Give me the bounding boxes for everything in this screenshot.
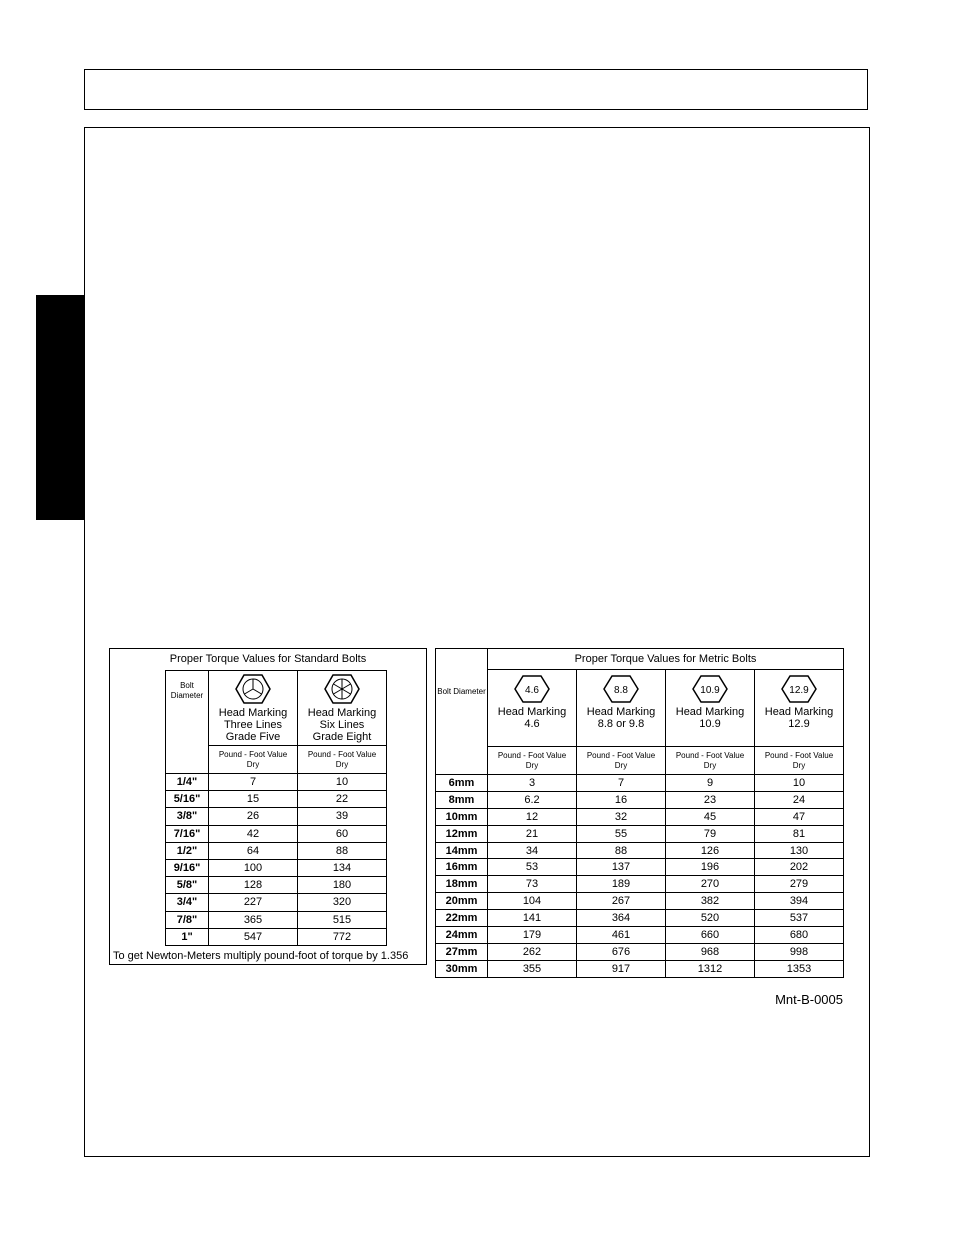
torque-value-cell: 12 (488, 808, 577, 825)
torque-value-cell: 7 (209, 774, 298, 791)
torque-value-cell: 461 (577, 927, 666, 944)
metric-table-row (436, 943, 844, 960)
standard-table-row (166, 842, 387, 859)
torque-value-cell: 515 (298, 911, 387, 928)
hex-4-6-icon (514, 674, 550, 704)
torque-value-cell: 23 (666, 791, 755, 808)
torque-value-cell: 21 (488, 825, 577, 842)
bolt-size-cell: 16mm (436, 859, 488, 876)
torque-value-cell: 100 (209, 859, 298, 876)
torque-value-cell: 3 (488, 775, 577, 792)
torque-value-cell: 279 (755, 876, 844, 893)
torque-value-cell: 104 (488, 893, 577, 910)
bolt-size-cell: 27mm (436, 943, 488, 960)
torque-value-cell: 64 (209, 842, 298, 859)
bolt-size-cell: 24mm (436, 927, 488, 944)
hex-12-9-label: 12.9 (789, 685, 809, 696)
grade-five-marking-line1: Head Marking (218, 707, 288, 719)
metric-grade-4-6-unit-line1: Pound - Foot Value (497, 750, 567, 760)
torque-value-cell: 88 (577, 842, 666, 859)
grade-eight-header (298, 671, 387, 746)
standard-table-row (166, 791, 387, 808)
metric-grade-4-6-unit-line2: Dry (525, 760, 539, 770)
metric-table-row (436, 960, 844, 977)
torque-value-cell: 130 (755, 842, 844, 859)
standard-table-row (166, 774, 387, 791)
torque-value-cell: 16 (577, 791, 666, 808)
hex-12-9-icon (781, 674, 817, 704)
bolt-size-cell: 1/2" (166, 842, 209, 859)
torque-value-cell: 141 (488, 910, 577, 927)
page-header-box (84, 69, 868, 110)
bolt-size-cell: 7/8" (166, 911, 209, 928)
metric-table-body (436, 775, 844, 978)
standard-torque-table-frame (109, 648, 427, 965)
standard-table-row (166, 911, 387, 928)
hex-three-lines-icon (235, 673, 271, 705)
torque-value-cell: 73 (488, 876, 577, 893)
bolt-size-cell: 14mm (436, 842, 488, 859)
metric-grade-12-9-unit-line1: Pound - Foot Value (764, 750, 834, 760)
torque-value-cell: 998 (755, 943, 844, 960)
section-side-tab (36, 295, 84, 520)
torque-value-cell: 88 (298, 842, 387, 859)
bolt-size-cell: 3/4" (166, 894, 209, 911)
metric-grade-12-9-unit (755, 747, 844, 775)
metric-grade-8-8-line2: 8.8 or 9.8 (597, 718, 645, 730)
torque-value-cell: 394 (755, 893, 844, 910)
metric-table-row (436, 876, 844, 893)
torque-value-cell: 137 (577, 859, 666, 876)
torque-value-cell: 15 (209, 791, 298, 808)
metric-table-row (436, 808, 844, 825)
torque-value-cell: 32 (577, 808, 666, 825)
hex-8-8-icon (603, 674, 639, 704)
grade-eight-unit (298, 746, 387, 774)
bolt-size-cell: 18mm (436, 876, 488, 893)
bolt-size-cell: 10mm (436, 808, 488, 825)
torque-value-cell: 355 (488, 960, 577, 977)
torque-value-cell: 45 (666, 808, 755, 825)
standard-table-row (166, 877, 387, 894)
grade-eight-marking-line1: Head Marking (307, 707, 377, 719)
metric-table-row (436, 825, 844, 842)
bolt-size-cell: 5/8" (166, 877, 209, 894)
hex-six-lines-icon (324, 673, 360, 705)
torque-value-cell: 676 (577, 943, 666, 960)
metric-table-row (436, 893, 844, 910)
grade-eight-marking-line2: Six Lines (319, 719, 365, 731)
torque-value-cell: 53 (488, 859, 577, 876)
metric-grade-12-9-unit-line2: Dry (792, 760, 806, 770)
metric-grade-10-9-unit (666, 747, 755, 775)
metric-grade-12-9-line1: Head Marking (764, 706, 834, 718)
standard-table-body (166, 774, 387, 946)
metric-table-row (436, 859, 844, 876)
torque-value-cell: 60 (298, 825, 387, 842)
metric-grade-4-6-line1: Head Marking (497, 706, 567, 718)
metric-grade-12-9-header (755, 670, 844, 747)
grade-eight-unit-line2: Dry (335, 759, 349, 769)
torque-value-cell: 42 (209, 825, 298, 842)
metric-table-row (436, 842, 844, 859)
standard-table-row (166, 894, 387, 911)
metric-grade-4-6-line2: 4.6 (524, 718, 540, 730)
torque-value-cell: 537 (755, 910, 844, 927)
metric-grade-4-6-unit (488, 747, 577, 775)
torque-value-cell: 382 (666, 893, 755, 910)
hex-8-8-label: 8.8 (614, 685, 628, 696)
torque-value-cell: 202 (755, 859, 844, 876)
torque-value-cell: 126 (666, 842, 755, 859)
metric-bolt-diameter-header (436, 649, 488, 775)
torque-value-cell: 7 (577, 775, 666, 792)
torque-value-cell: 128 (209, 877, 298, 894)
metric-grade-10-9-unit-line2: Dry (703, 760, 717, 770)
torque-value-cell: 1353 (755, 960, 844, 977)
torque-value-cell: 772 (298, 928, 387, 945)
torque-value-cell: 10 (298, 774, 387, 791)
grade-five-header (209, 671, 298, 746)
bolt-size-cell: 1" (166, 928, 209, 945)
torque-value-cell: 180 (298, 877, 387, 894)
torque-value-cell: 968 (666, 943, 755, 960)
grade-five-marking-line2: Three Lines (223, 719, 283, 731)
metric-torque-table (435, 648, 844, 978)
standard-table-row (166, 808, 387, 825)
grade-eight-unit-line1: Pound - Foot Value (307, 749, 377, 759)
grade-five-marking-line3: Grade Five (225, 731, 281, 743)
torque-value-cell: 270 (666, 876, 755, 893)
metric-grade-8-8-unit-line2: Dry (614, 760, 628, 770)
bolt-diameter-header (166, 671, 209, 774)
grade-five-unit (209, 746, 298, 774)
torque-value-cell: 47 (755, 808, 844, 825)
torque-value-cell: 179 (488, 927, 577, 944)
metric-table-row (436, 791, 844, 808)
metric-bolt-diameter-label: Bolt Diameter (437, 687, 486, 696)
torque-value-cell: 22 (298, 791, 387, 808)
torque-value-cell: 1312 (666, 960, 755, 977)
torque-value-cell: 24 (755, 791, 844, 808)
hex-4-6-label: 4.6 (525, 685, 539, 696)
metric-grade-10-9-unit-line1: Pound - Foot Value (675, 750, 745, 760)
metric-table-row (436, 775, 844, 792)
hex-10-9-label: 10.9 (700, 685, 720, 696)
bolt-size-cell: 20mm (436, 893, 488, 910)
bolt-size-cell: 8mm (436, 791, 488, 808)
torque-value-cell: 6.2 (488, 791, 577, 808)
bolt-size-cell: 1/4" (166, 774, 209, 791)
metric-grade-10-9-header (666, 670, 755, 747)
torque-value-cell: 81 (755, 825, 844, 842)
torque-value-cell: 39 (298, 808, 387, 825)
metric-grade-8-8-unit (577, 747, 666, 775)
figure-code: Mnt-B-0005 (775, 992, 843, 1007)
torque-value-cell: 320 (298, 894, 387, 911)
torque-value-cell: 262 (488, 943, 577, 960)
metric-grade-10-9-line2: 10.9 (699, 718, 721, 730)
torque-value-cell: 55 (577, 825, 666, 842)
hex-10-9-icon (692, 674, 728, 704)
torque-value-cell: 189 (577, 876, 666, 893)
bolt-diameter-label: Bolt Diameter (170, 681, 204, 700)
bolt-size-cell: 30mm (436, 960, 488, 977)
metric-grade-8-8-header (577, 670, 666, 747)
torque-value-cell: 520 (666, 910, 755, 927)
bolt-size-cell: 22mm (436, 910, 488, 927)
torque-value-cell: 79 (666, 825, 755, 842)
torque-value-cell: 227 (209, 894, 298, 911)
standard-table-row (166, 859, 387, 876)
metric-grade-8-8-unit-line1: Pound - Foot Value (586, 750, 656, 760)
torque-value-cell: 547 (209, 928, 298, 945)
metric-table-row (436, 927, 844, 944)
bolt-size-cell: 6mm (436, 775, 488, 792)
metric-grade-8-8-line1: Head Marking (586, 706, 656, 718)
standard-table-title: Proper Torque Values for Standard Bolts (169, 653, 367, 665)
torque-value-cell: 364 (577, 910, 666, 927)
grade-eight-marking-line3: Grade Eight (312, 731, 372, 743)
torque-value-cell: 917 (577, 960, 666, 977)
torque-value-cell: 34 (488, 842, 577, 859)
standard-torque-table (165, 670, 387, 946)
torque-value-cell: 26 (209, 808, 298, 825)
standard-table-row (166, 825, 387, 842)
bolt-size-cell: 3/8" (166, 808, 209, 825)
torque-value-cell: 365 (209, 911, 298, 928)
bolt-size-cell: 7/16" (166, 825, 209, 842)
metric-table-row (436, 910, 844, 927)
bolt-size-cell: 5/16" (166, 791, 209, 808)
torque-value-cell: 196 (666, 859, 755, 876)
torque-value-cell: 10 (755, 775, 844, 792)
grade-five-unit-line1: Pound - Foot Value (218, 749, 288, 759)
metric-grade-12-9-line2: 12.9 (788, 718, 810, 730)
torque-value-cell: 134 (298, 859, 387, 876)
torque-value-cell: 267 (577, 893, 666, 910)
torque-value-cell: 680 (755, 927, 844, 944)
torque-value-cell: 9 (666, 775, 755, 792)
metric-grade-10-9-line1: Head Marking (675, 706, 745, 718)
metric-grade-4-6-header (488, 670, 577, 747)
grade-five-unit-line2: Dry (246, 759, 260, 769)
newton-meter-note: To get Newton-Meters multiply pound-foot of torque by 1.356 (113, 950, 409, 962)
torque-value-cell: 660 (666, 927, 755, 944)
standard-table-row (166, 928, 387, 945)
bolt-size-cell: 9/16" (166, 859, 209, 876)
bolt-size-cell: 12mm (436, 825, 488, 842)
metric-table-title: Proper Torque Values for Metric Bolts (488, 649, 844, 670)
